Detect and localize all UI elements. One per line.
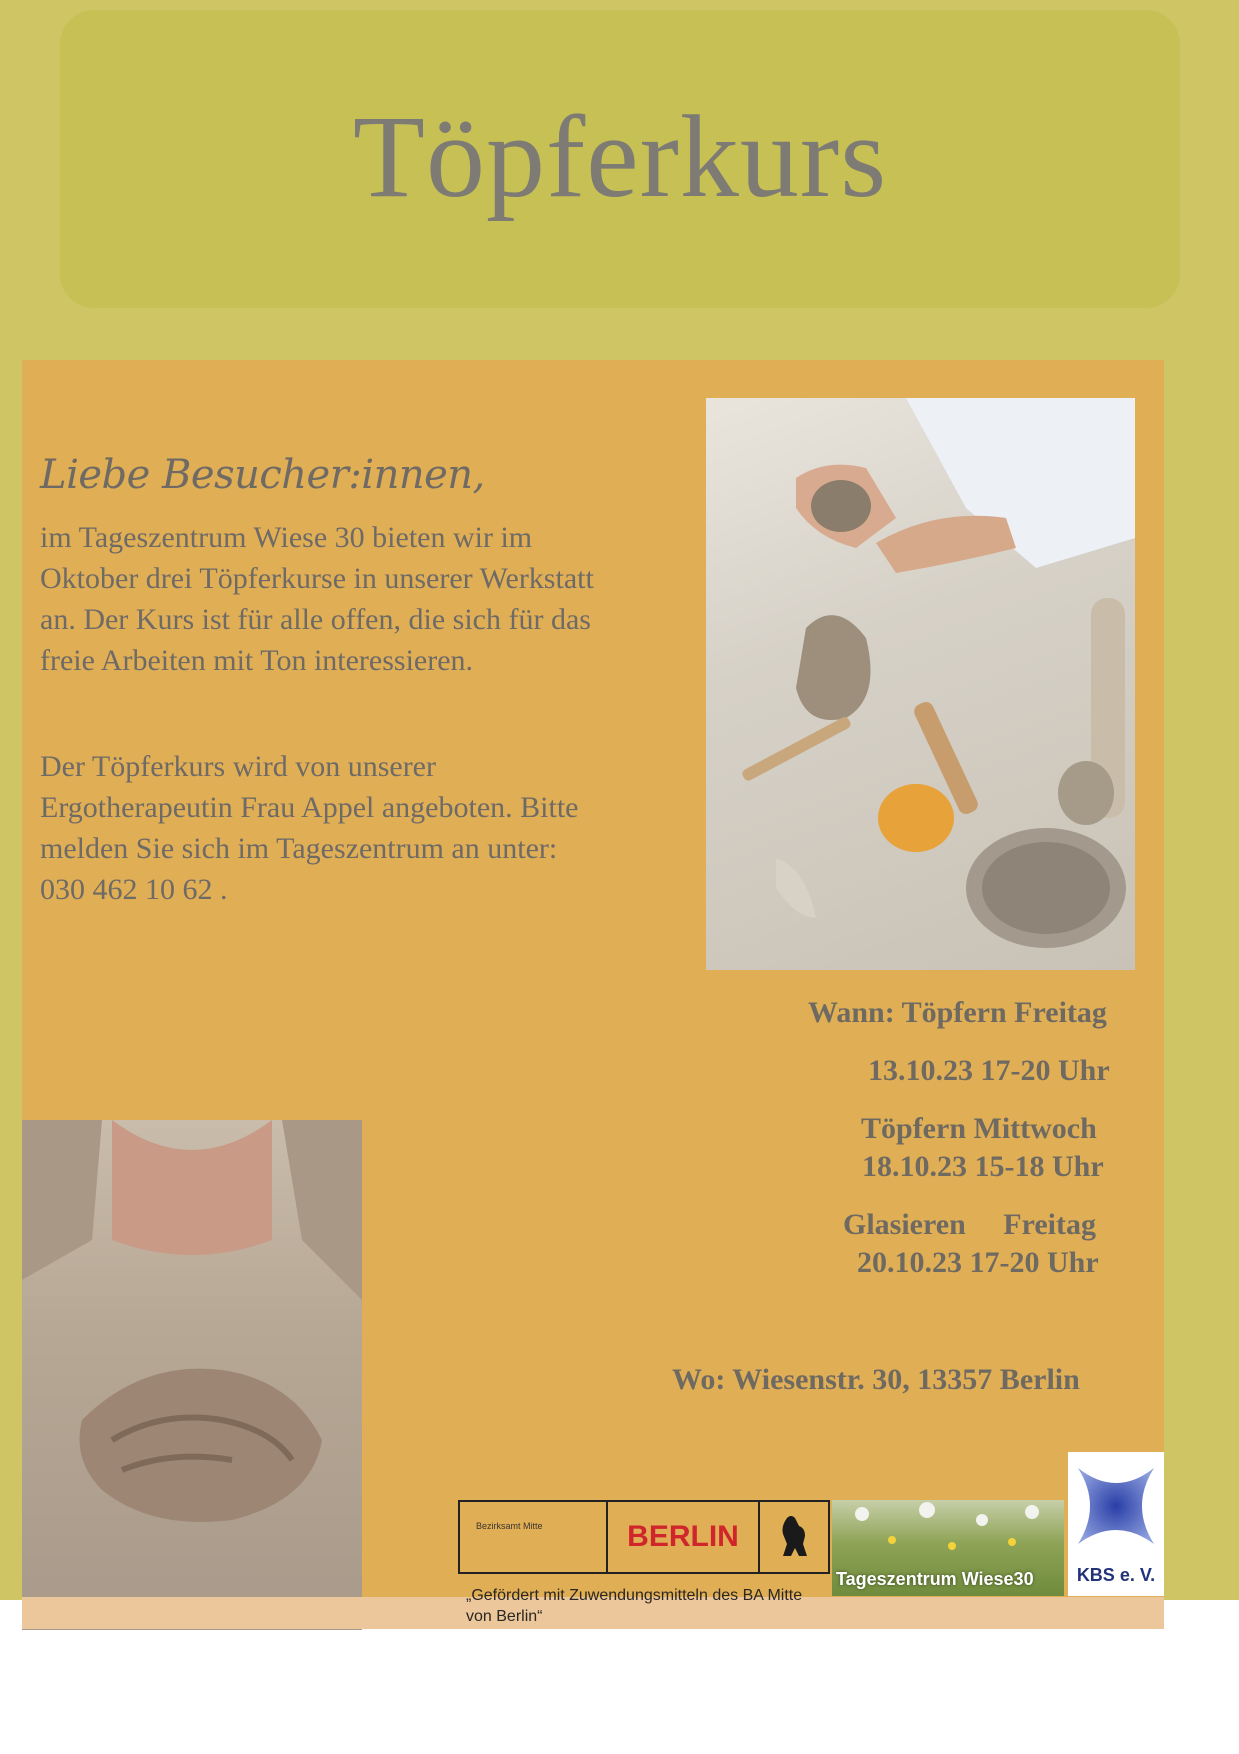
bezirksamt-berlin-logo: [458, 1500, 830, 1574]
clay-hands-photo: [22, 1120, 362, 1630]
funding-note: „Gefördert mit Zuwendungsmitteln des BA Mitte von Berlin“: [466, 1587, 803, 1625]
intro-paragraph: im Tageszentrum Wiese 30 bieten wir im Oktober drei Töpferkurse in unserer Werkstatt an. Der Kurs ist für alle offen, die sich für das freie Arbeiten mit Ton interessieren.: [40, 521, 594, 677]
schedule-when-line: Wann: Töpfern Freitag: [808, 996, 1107, 1029]
tageszentrum-wiese-logo: [832, 1500, 1064, 1596]
schedule-title-2: Töpfern Mittwoch: [861, 1112, 1097, 1145]
contact-paragraph: Der Töpferkurs wird von unserer Ergotherapeutin Frau Appel angeboten. Bitte melden Sie sich im Tageszentrum an unter: 030 462 10 62 .: [40, 750, 579, 906]
schedule-date-1: 13.10.23 17-20 Uhr: [868, 1054, 1110, 1087]
bezirksamt-label: Bezirksamt Mitte: [460, 1502, 608, 1572]
wiese-logo-text: Tageszentrum Wiese30: [836, 1569, 1034, 1589]
kbs-logo: [1068, 1452, 1164, 1596]
berlin-bear-icon: [760, 1502, 828, 1572]
greeting: Liebe Besucher:innen,: [40, 452, 485, 498]
title-banner: [60, 10, 1180, 308]
schedule-date-2: 18.10.23 15-18 Uhr: [862, 1150, 1104, 1183]
kbs-logo-text: KBS e. V.: [1076, 1565, 1156, 1585]
schedule-title-3: Glasieren Freitag: [843, 1208, 1097, 1241]
location-line: Wo: Wiesenstr. 30, 13357 Berlin: [672, 1363, 1080, 1396]
schedule-date-3: 20.10.23 17-20 Uhr: [857, 1246, 1099, 1279]
pottery-workshop-photo: [706, 398, 1135, 970]
page-title: Töpferkurs: [352, 91, 888, 222]
berlin-wordmark: BERLIN: [608, 1502, 760, 1572]
